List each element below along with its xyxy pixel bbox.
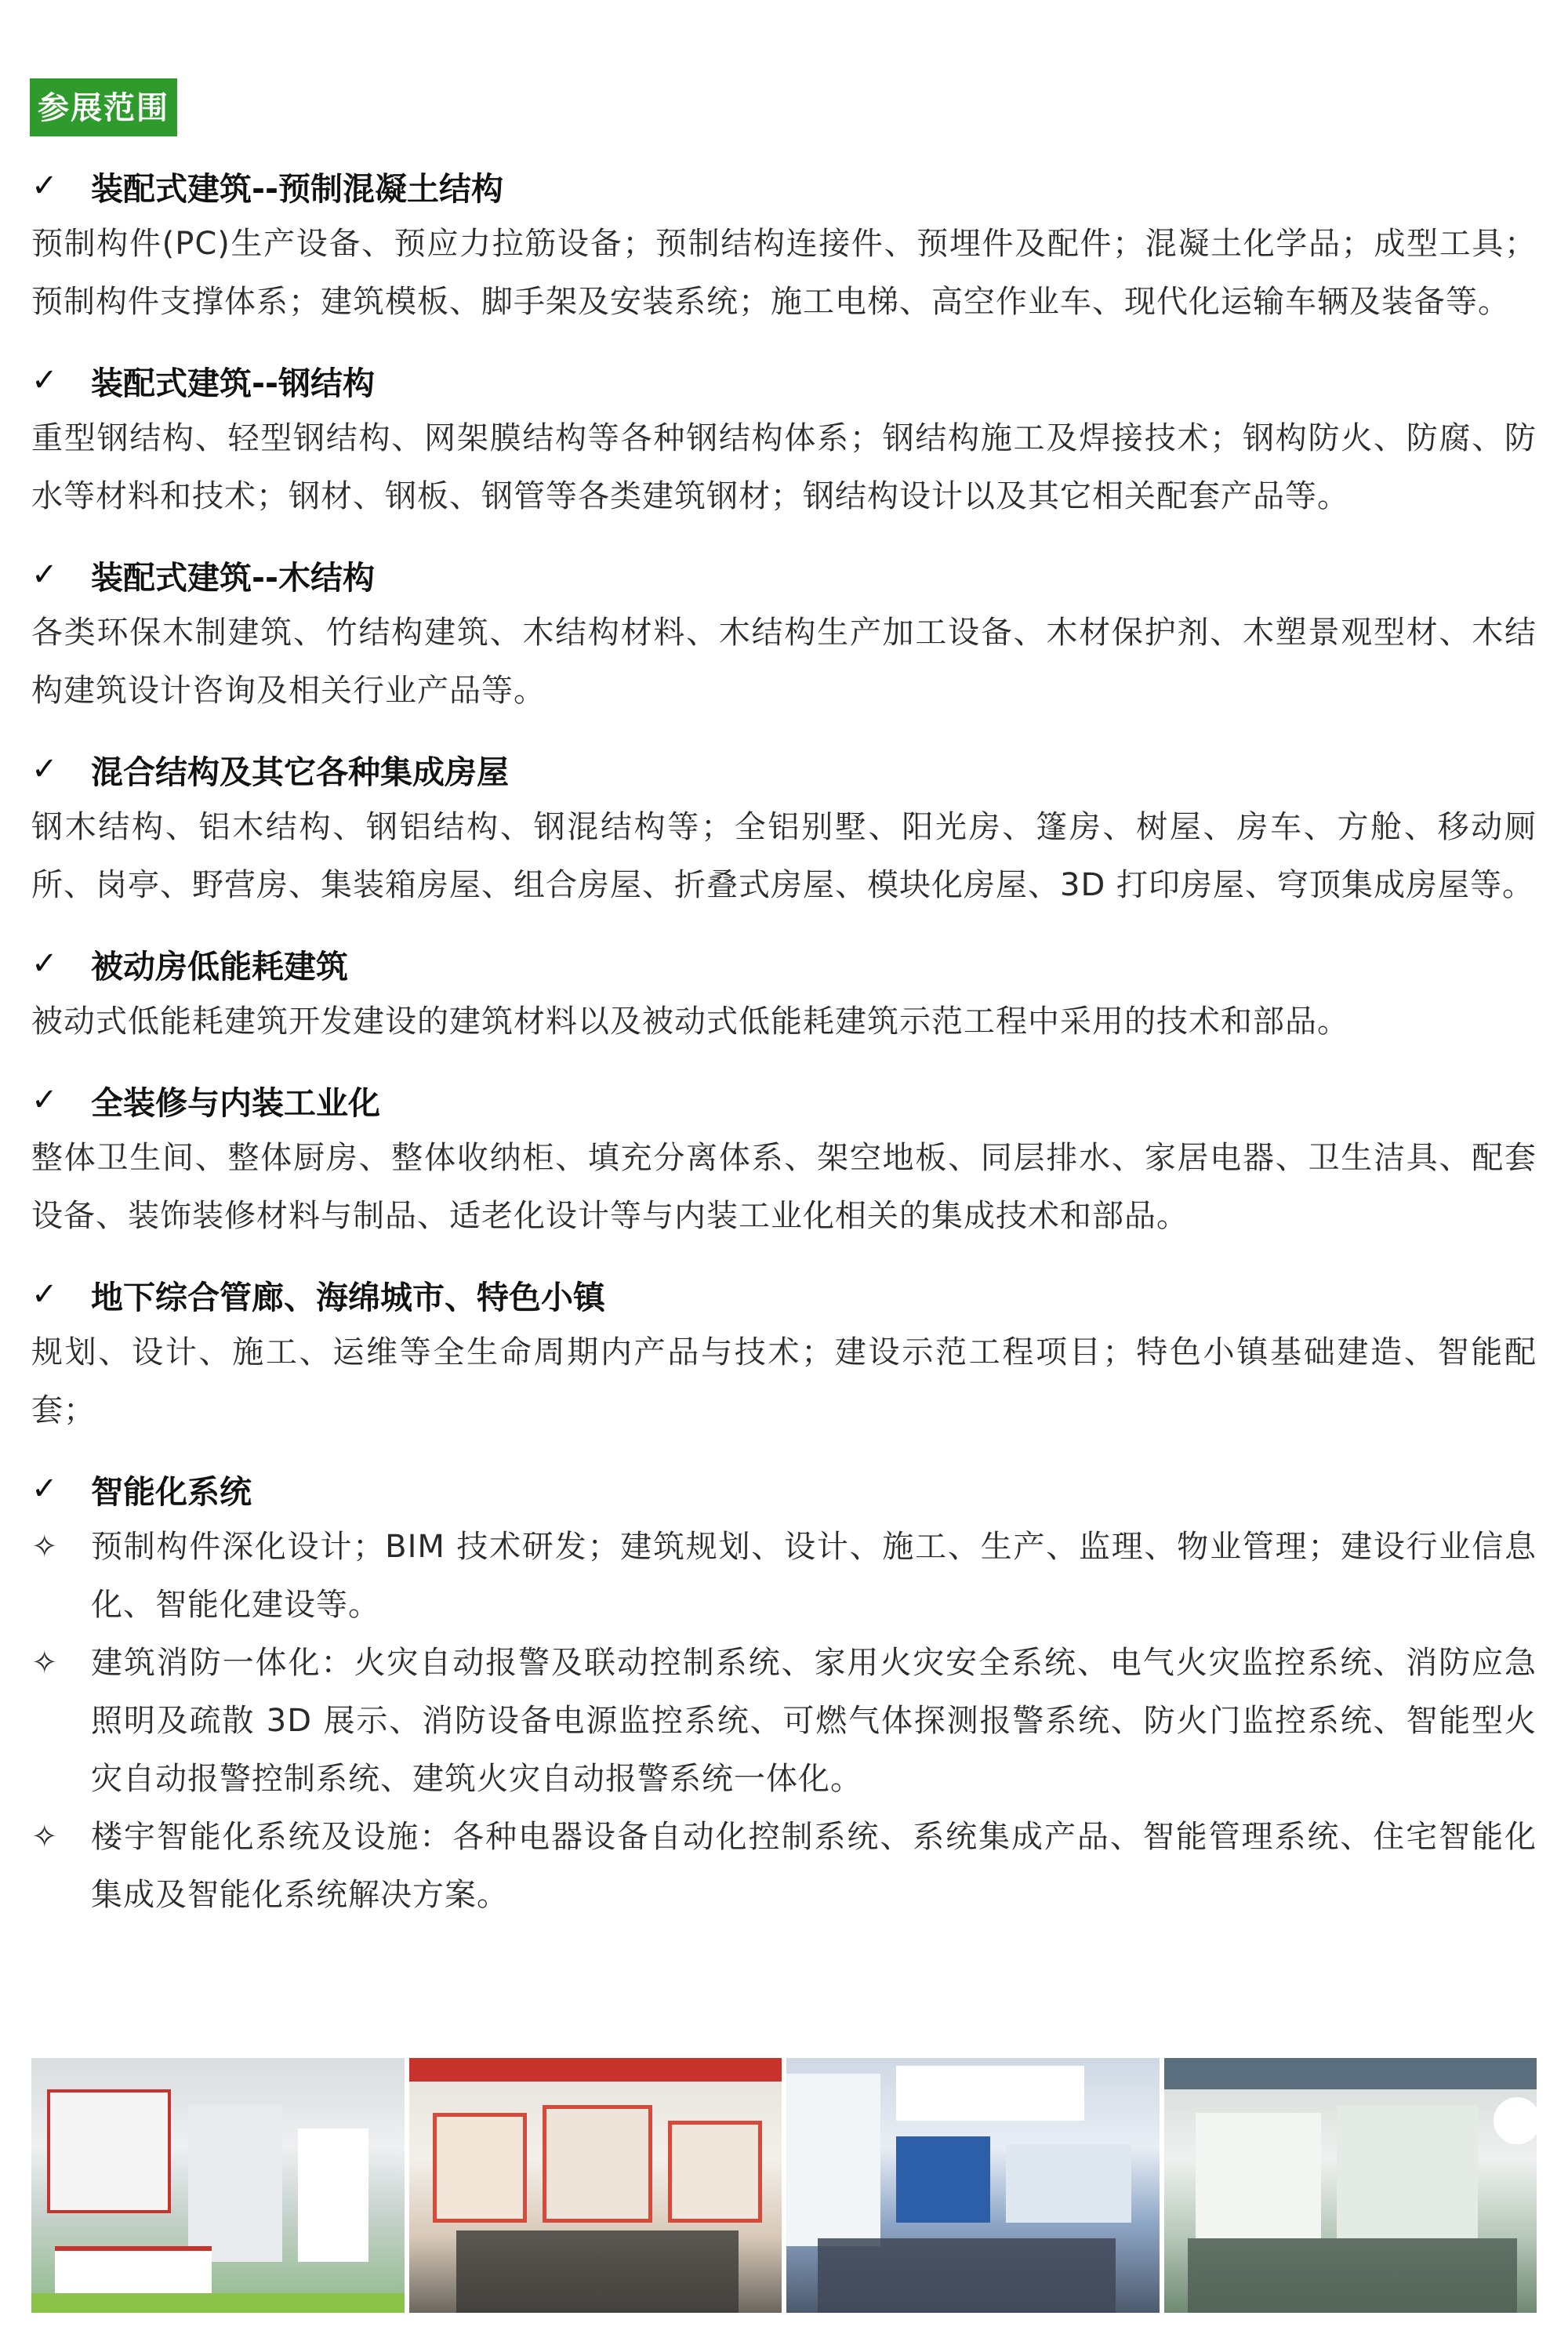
check-icon: ✓: [31, 946, 58, 982]
section-heading-text: 装配式建筑--钢结构: [91, 364, 376, 402]
smart-bullet: [31, 1634, 1537, 1808]
scope-section: [31, 1265, 1537, 1439]
scope-section-smart: [31, 1460, 1537, 1924]
section-heading: [31, 740, 1537, 798]
smart-bullet: [31, 1518, 1537, 1634]
section-heading-text: 全装修与内装工业化: [91, 1083, 380, 1122]
smart-bullet-text: 预制构件深化设计；BIM 技术研发；建筑规划、设计、施工、生产、监理、物业管理；建设行业信息化、智能化建设等。: [91, 1529, 1537, 1623]
check-icon: ✓: [31, 751, 58, 787]
section-heading: [31, 1460, 1537, 1518]
section-body: 被动式低能耗建筑开发建设的建筑材料以及被动式低能耗建筑示范工程中采用的技术和部品。: [31, 1004, 1349, 1040]
section-heading: [31, 546, 1537, 604]
section-body: 规划、设计、施工、运维等全生命周期内产品与技术；建设示范工程项目；特色小镇基础建造、智能配套；: [31, 1334, 1537, 1428]
exhibition-photo-booth-3: [786, 2058, 1160, 2313]
scope-section: [31, 740, 1537, 914]
section-heading-text: 装配式建筑--预制混凝土结构: [91, 169, 504, 208]
check-icon: ✓: [31, 362, 58, 398]
scope-section: [31, 351, 1537, 525]
section-heading-text: 智能化系统: [91, 1472, 252, 1511]
exhibit-scope-content: [31, 157, 1537, 1944]
exhibition-photo-strip: [31, 2058, 1537, 2313]
scope-section: [31, 157, 1537, 331]
section-heading-text: 装配式建筑--木结构: [91, 558, 376, 597]
section-heading-text: 混合结构及其它各种集成房屋: [91, 753, 509, 791]
section-heading: [31, 1265, 1537, 1323]
scope-section: [31, 546, 1537, 720]
section-body: 整体卫生间、整体厨房、整体收纳柜、填充分离体系、架空地板、同层排水、家居电器、卫生洁具、配套设备、装饰装修材料与制品、适老化设计等与内装工业化相关的集成技术和部品。: [31, 1140, 1537, 1234]
section-heading: [31, 351, 1537, 409]
section-body: 预制构件(PC)生产设备、预应力拉筋设备；预制结构连接件、预埋件及配件；混凝土化学品；成型工具；预制构件支撑体系；建筑模板、脚手架及安装系统；施工电梯、高空作业车、现代化运输车辆及装备等。: [31, 226, 1537, 320]
diamond-bullet-icon: ✧: [31, 1819, 59, 1855]
check-icon: ✓: [31, 557, 58, 593]
section-body: 钢木结构、铝木结构、钢铝结构、钢混结构等；全铝别墅、阳光房、篷房、树屋、房车、方舱、移动厕所、岗亭、野营房、集装箱房屋、组合房屋、折叠式房屋、模块化房屋、3D 打印房屋、穹顶集成房屋等。: [31, 809, 1537, 903]
check-icon: ✓: [31, 1082, 58, 1118]
scope-section: [31, 935, 1537, 1051]
diamond-bullet-icon: ✧: [31, 1645, 59, 1681]
section-title-badge: 参展范围: [30, 78, 177, 136]
scope-section: [31, 1071, 1537, 1245]
exhibition-photo-booth-2: [409, 2058, 782, 2313]
check-icon: ✓: [31, 1471, 58, 1507]
section-body: 重型钢结构、轻型钢结构、网架膜结构等各种钢结构体系；钢结构施工及焊接技术；钢构防火、防腐、防水等材料和技术；钢材、钢板、钢管等各类建筑钢材；钢结构设计以及其它相关配套产品等。: [31, 420, 1537, 514]
smart-bullet-text: 建筑消防一体化：火灾自动报警及联动控制系统、家用火灾安全系统、电气火灾监控系统、消防应急照明及疏散 3D 展示、消防设备电源监控系统、可燃气体探测报警系统、防火门监控系统、智能型火灾自动报警控制系统、建筑火灾自动报警系统一体化。: [91, 1645, 1537, 1797]
check-icon: ✓: [31, 1276, 58, 1312]
smart-bullet-text: 楼宇智能化系统及设施：各种电器设备自动化控制系统、系统集成产品、智能管理系统、住宅智能化集成及智能化系统解决方案。: [91, 1819, 1537, 1913]
section-heading: [31, 935, 1537, 993]
section-body: 各类环保木制建筑、竹结构建筑、木结构材料、木结构生产加工设备、木材保护剂、木塑景观型材、木结构建筑设计咨询及相关行业产品等。: [31, 615, 1537, 709]
check-icon: ✓: [31, 168, 58, 204]
section-heading-text: 地下综合管廊、海绵城市、特色小镇: [91, 1278, 605, 1316]
smart-bullet: [31, 1808, 1537, 1924]
section-heading-text: 被动房低能耗建筑: [91, 947, 348, 985]
exhibition-photo-booth-1: [31, 2058, 405, 2313]
exhibition-photo-booth-4: [1164, 2058, 1537, 2313]
diamond-bullet-icon: ✧: [31, 1529, 59, 1565]
section-heading: [31, 157, 1537, 215]
section-heading: [31, 1071, 1537, 1129]
